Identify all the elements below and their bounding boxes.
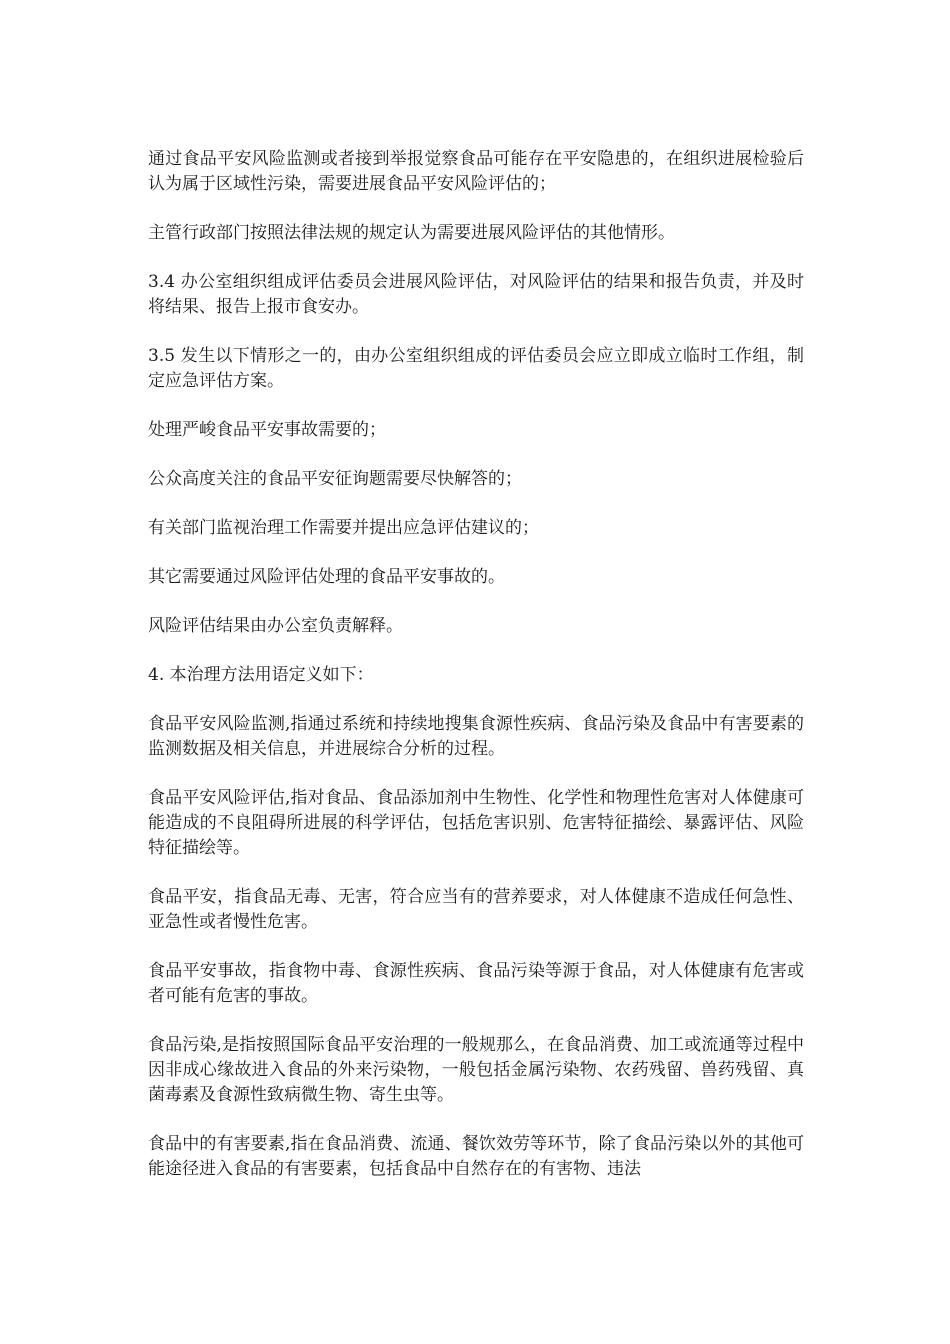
paragraph-section-3-5: 3.5 发生以下情形之一的，由办公室组织组成的评估委员会应立即成立临时工作组，制定应急评估方案。 xyxy=(148,346,804,391)
paragraph-definition-monitoring: 食品平安风险监测,指通过系统和持续地搜集食源性疾病、食品污染及食品中有害要素的监测数据及相关信息，并进展综合分析的过程。 xyxy=(148,714,804,759)
paragraph-serious-incident: 处理严峻食品平安事故需要的； xyxy=(148,420,386,440)
document-body xyxy=(148,147,804,1206)
paragraph-risk-monitoring-report: 通过食品平安风险监测或者接到举报觉察食品可能存在平安隐患的，在组织进展检验后认为属于区域性污染，需要进展食品平安风险评估的； xyxy=(148,149,804,194)
paragraph-interpretation: 风险评估结果由办公室负责解释。 xyxy=(148,616,403,636)
paragraph-department-request: 有关部门监视治理工作需要并提出应急评估建议的； xyxy=(148,518,539,538)
paragraph-definition-food-safety: 食品平安，指食品无毒、无害，符合应当有的营养要求，对人体健康不造成任何急性、亚急性或者慢性危害。 xyxy=(148,887,804,932)
paragraph-public-concern: 公众高度关注的食品平安征询题需要尽快解答的； xyxy=(148,469,522,489)
paragraph-definition-incident: 食品平安事故，指食物中毒、食源性疾病、食品污染等源于食品，对人体健康有危害或者可能有危害的事故。 xyxy=(148,961,804,1006)
paragraph-other-situations: 主管行政部门按照法律法规的规定认为需要进展风险评估的其他情形。 xyxy=(148,223,675,243)
paragraph-definition-assessment: 食品平安风险评估,指对食品、食品添加剂中生物性、化学性和物理性危害对人体健康可能造成的不良阻碍所进展的科学评估，包括危害识别、危害特征描绘、暴露评估、风险特征描绘等。 xyxy=(148,788,804,858)
paragraph-section-4-heading: 4. 本治理方法用语定义如下： xyxy=(148,665,374,685)
paragraph-definition-hazards: 食品中的有害要素,指在食品消费、流通、餐饮效劳等环节，除了食品污染以外的其他可能途径进入食品的有害要素，包括食品中自然存在的有害物、违法 xyxy=(148,1134,804,1179)
paragraph-definition-contamination: 食品污染,是指按照国际食品平安治理的一般规那么，在食品消费、加工或流通等过程中因非成心缘故进入食品的外来污染物，一般包括金属污染物、农药残留、兽药残留、真菌毒素及食源性致病微生物、寄生虫等。 xyxy=(148,1035,804,1105)
paragraph-other-incidents: 其它需要通过风险评估处理的食品平安事故的。 xyxy=(148,567,505,587)
paragraph-section-3-4: 3.4 办公室组织组成评估委员会进展风险评估，对风险评估的结果和报告负责，并及时将结果、报告上报市食安办。 xyxy=(148,272,804,317)
